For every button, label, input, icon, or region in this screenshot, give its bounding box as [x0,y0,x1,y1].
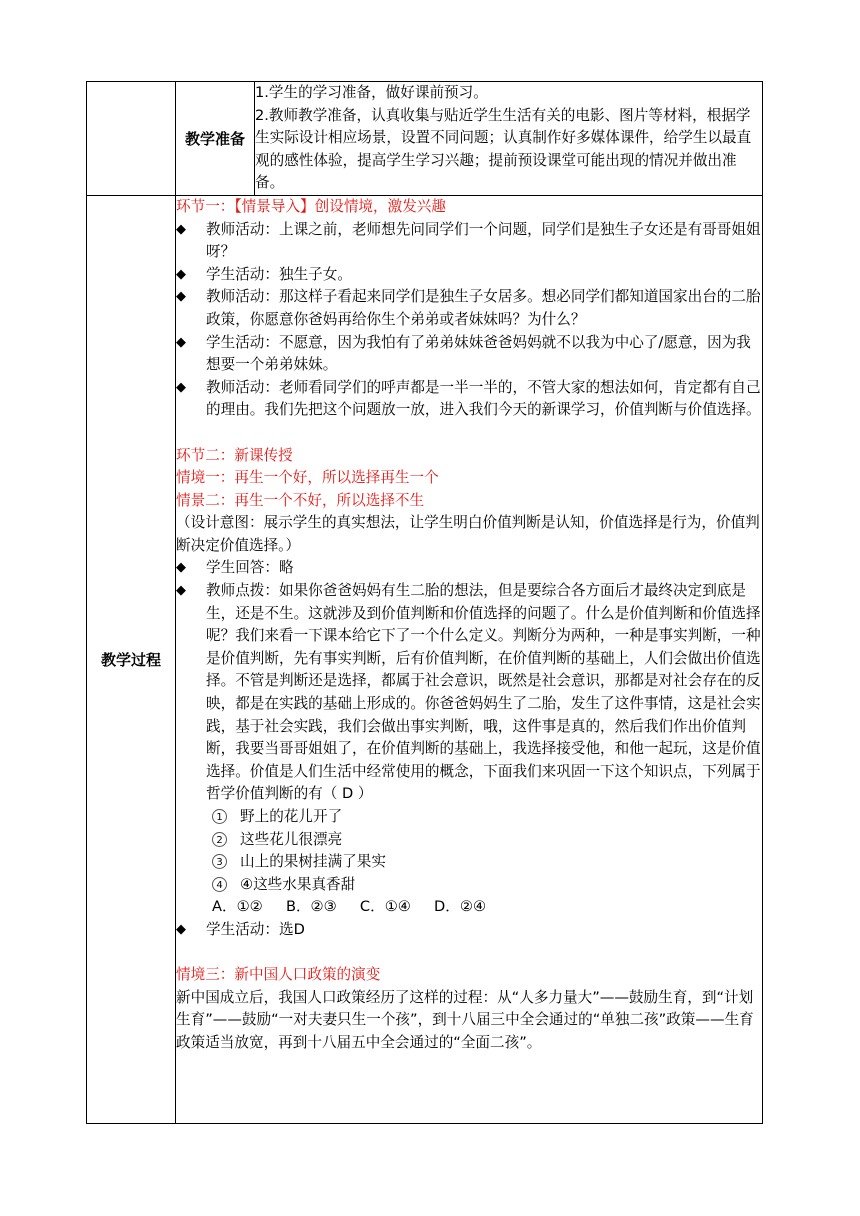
black-diamond-icon: ◆ [176,221,186,237]
bullet-text: 学生回答：略 [206,559,294,577]
option-number: 2 [212,832,227,847]
prep-row [87,82,763,196]
policy-text: 新中国成立后，我国人口政策经历了这样的过程：从“人多力量大”——鼓励生育，到“计划生育”——鼓励“一对夫妻只生一个孩”，到十八届三中全会通过的“单独二孩”政策——生育政策适当放宽，再到十八届五中全会通过的“全面二孩”。 [176,988,754,1051]
option-text: 这些花儿很漂亮 [240,830,343,848]
option-item [176,874,762,897]
bullet-item [176,580,762,806]
link1-title: 环节一：【情景导入】创设情境，激发兴趣 [176,197,446,215]
bullet-item [176,219,762,264]
process-label: 教学过程 [87,195,176,1123]
option-item [176,829,762,852]
scene1-title: 情境一：再生一个好，所以选择再生一个 [176,469,439,487]
black-diamond-icon: ◆ [176,560,186,576]
bullet-item [176,286,762,331]
scene3-title: 情境三：新中国人口政策的演变 [176,966,381,984]
answer-choices: A．①② B．②③ C．①④ D．②④ [212,898,487,916]
option-number: 4 [212,877,227,892]
prep-content [255,82,763,196]
empty-cell [87,82,176,196]
black-diamond-icon: ◆ [176,289,186,305]
option-text: 野上的花儿开了 [240,808,343,825]
bullet-item [176,557,762,580]
prep-label: 教学准备 [176,82,255,196]
lesson-plan-table [86,81,763,1124]
option-number: 1 [212,809,227,824]
link2-title: 环节二：新课传授 [176,446,293,464]
option-item [176,806,762,829]
process-content [176,195,763,1123]
bullet-item [176,332,762,377]
black-diamond-icon: ◆ [176,379,186,395]
black-diamond-icon: ◆ [176,921,186,937]
option-item [176,851,762,874]
option-number: 3 [212,854,227,869]
bullet-text: 学生活动：选D [206,920,305,938]
bullet-item [176,264,762,287]
bullet-text: 学生活动：独生子女。 [206,265,352,283]
design-intent: （设计意图：展示学生的真实想法，让学生明白价值判断是认知，价值选择是行为，价值判断决定价值选择。） [176,514,760,554]
option-text: 山上的果树挂满了果实 [240,853,386,871]
process-row [87,195,763,1123]
bullet-text: 学生活动：不愿意，因为我怕有了弟弟妹妹爸爸妈妈就不以我为中心了/愿意，因为我想要一个弟弟妹妹。 [206,333,751,374]
scene2-title: 情景二：再生一个不好，所以选择不生 [176,491,425,509]
prep-line-2: 2.教师教学准备，认真收集与贴近学生生活有关的电影、图片等材料，根据学生实际设计相应场景，设置不同问题；认真制作好多媒体课件，给学生以最直观的感性体验，提高学生学习兴趣；提前预设课堂可能出现的情况并做出准备。 [255,106,752,192]
bullet-item [176,377,762,422]
black-diamond-icon: ◆ [176,583,186,599]
black-diamond-icon: ◆ [176,334,186,350]
bullet-item [176,919,762,942]
spacer [176,422,762,445]
bullet-text: 教师活动：那这样子看起来同学们是独生子女居多。想必同学们都知道国家出台的二胎政策，你愿意你爸妈再给你生个弟弟或者妹妹吗？为什么？ [206,288,761,328]
option-text: ④这些水果真香甜 [240,875,356,893]
prep-line-1: 1.学生的学习准备，做好课前预习。 [255,84,488,101]
bullet-text: 教师活动：上课之前，老师想先问同学们一个问题，同学们是独生子女还是有哥哥姐姐呀？ [206,220,761,261]
black-diamond-icon: ◆ [176,266,186,282]
bullet-text: 教师点拨：如果你爸爸妈妈有生二胎的想法，但是要综合各方面后才最终决定到底是生，还是不生。这就涉及到价值判断和价值选择的问题了。什么是价值判断和价值选择呢？我们来看一下课本给它下了一个什么定义。判断分为两种，一种是事实判断，一种是价值判断，先有事实判断，后有价值判断，在价值判断的基础上，人们会做出价值选择。不管是判断还是选择，都属于社会意识，既然是社会意识，那都是对社会存在的反映，都是在实践的基础上形成的。你爸爸妈妈生了二胎，发生了这件事情，这是社会实践，基于社会实践，我们会做出事实判断，哦，这件事是真的，然后我们作出价值判断，我要当哥哥姐姐了，在价值判断的基础上，我选择接受他，和他一起玩，这是价值选择。价值是人们生活中经常使用的概念，下面我们来巩固一下这个知识点，下列属于哲学价值判断的有（ D ） [206,582,761,803]
bullet-text: 教师活动：老师看同学们的呼声都是一半一半的，不管大家的想法如何，肯定都有自己的理由。我们先把这个问题放一放，进入我们今天的新课学习，价值判断与价值选择。 [206,378,761,419]
spacer [176,942,762,965]
